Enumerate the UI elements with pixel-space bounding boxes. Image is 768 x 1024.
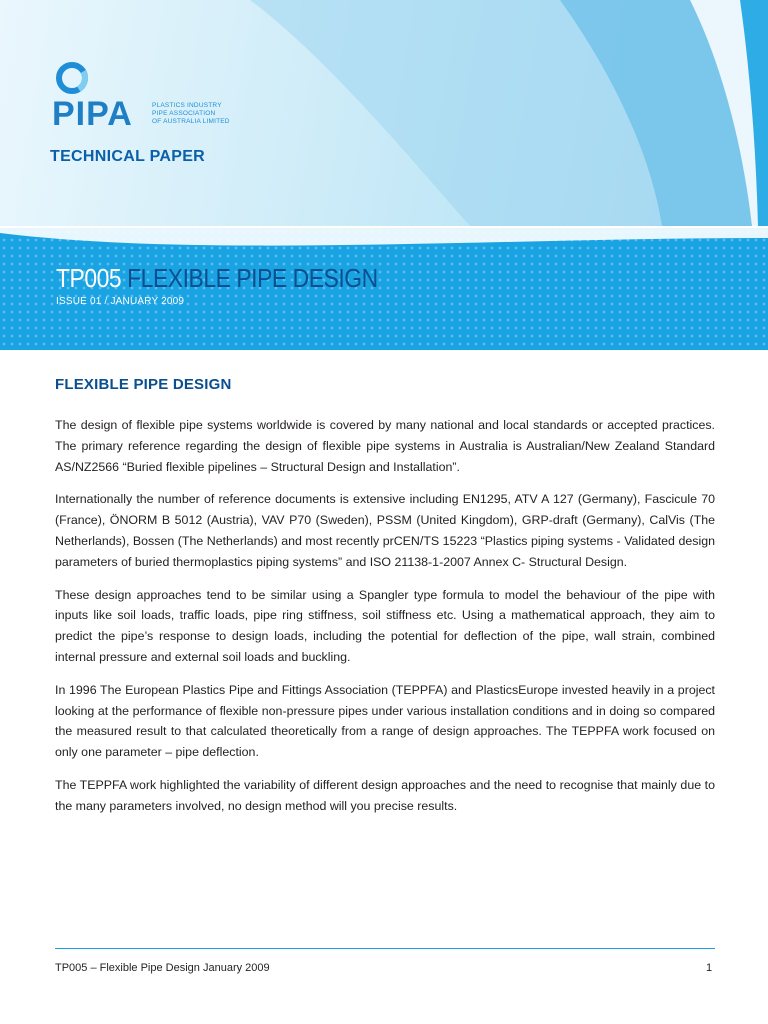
body-paragraph: The TEPPFA work highlighted the variability of different design approaches and the need to recognise that mainly due to the many parameters involved, no design method will you precise results. [55,777,715,813]
document-title [56,263,378,294]
document-title-text: FLEXIBLE PIPE DESIGN [127,263,378,293]
document-type-label: TECHNICAL PAPER [50,148,206,165]
logo-wordmark: PIPA [52,95,133,133]
logo-subtitle [152,102,232,126]
footer-text: TP005 – Flexible Pipe Design January 2009 [55,962,270,974]
page-number: 1 [706,962,713,974]
body-paragraph: Internationally the number of reference documents is extensive including EN1295, ATV A 127 (Germany), Fascicule 70 (France), ÖNORM B 5012 (Austria), VAV P70 (Sweden), PSSM (United Kingdom), GRP-draft (Germany), CalVis (The Netherlands), Bossen (The Netherlands) and most recently prCEN/TS 15223 “Plastics piping systems - Validated design parameters of buried thermoplastics piping systems” and ISO 21138-1-2007 Annex C- Structural Design. [55,492,715,569]
pipa-ring-logo-icon [52,60,92,96]
logo-subtitle-line: PIPE ASSOCIATION [152,110,216,117]
document-code: TP005 [56,263,122,293]
logo-subtitle-line: OF AUSTRALIA LIMITED [152,118,230,125]
body-paragraph: These design approaches tend to be similar using a Spangler type formula to model the behaviour of the pipe with inputs like soil loads, traffic loads, pipe ring stiffness, soil stiffness etc. Using a mathematical approach, they aim to predict the pipe’s response to design loads, including the potential for deflection of the pipe, wall strain, combined internal pressure and external soil loads and buckling. [55,587,715,664]
section-heading: FLEXIBLE PIPE DESIGN [55,376,232,393]
body-paragraph: The design of flexible pipe systems worldwide is covered by many national and local standards or accepted practices. The primary reference regarding the design of flexible pipe systems in Australia is Australian/New Zealand Standard AS/NZ2566 “Buried flexible pipelines – Structural Design and Installation”. [55,418,715,474]
cover-header [0,0,768,226]
body-paragraph: In 1996 The European Plastics Pipe and Fittings Association (TEPPFA) and PlasticsEurope invested heavily in a project looking at the performance of flexible non-pressure pipes under various installation conditions and in doing so compared the measured result to that calculated theoretically from a range of design approaches. The TEPPFA work focused on only one parameter – pipe deflection. [55,682,715,760]
main-content [55,376,715,829]
footer-divider [55,948,715,949]
issue-date: ISSUE 01 / JANUARY 2009 [56,296,185,307]
logo-subtitle-line: PLASTICS INDUSTRY [152,102,222,109]
